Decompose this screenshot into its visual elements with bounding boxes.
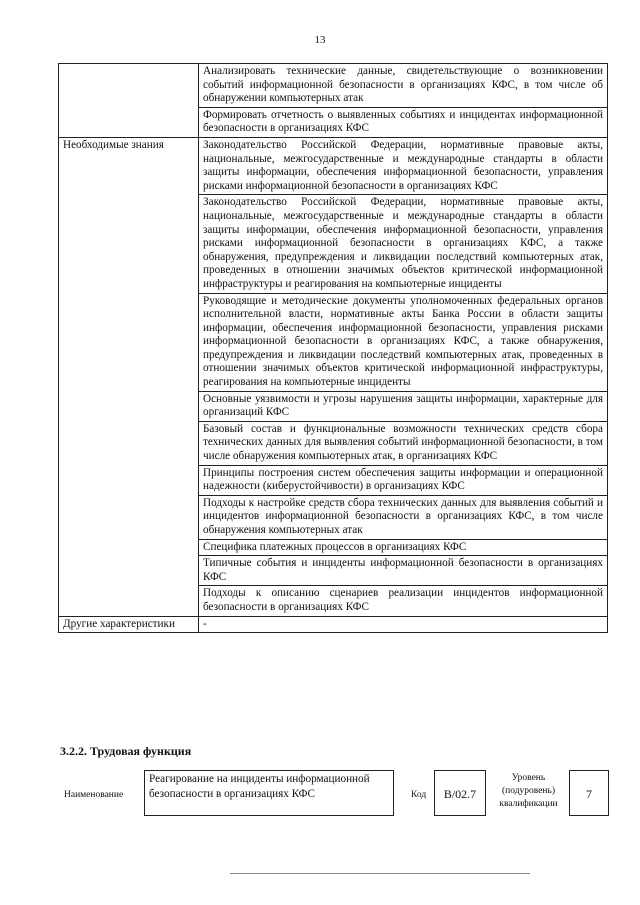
row-label-cell: Необходимые знания xyxy=(59,137,199,616)
row-text-cell: Руководящие и методические документы уполномоченных федеральных органов исполнительной власти, нормативные акты Банка России в области защиты информации, обеспечения информационной безопасности, управления рисками информационной безопасности в организациях КФС, а также обнаружения, предупреждения и ликвидации последствий компьютерных атак, проведенных в отношении значимых объектов критической информационной инфраструктуры, реагирования на компьютерные инциденты xyxy=(199,293,608,391)
row-label-cell xyxy=(59,64,199,138)
function-code-box: В/02.7 xyxy=(434,770,486,816)
row-text-cell: Принципы построения систем обеспечения защиты информации и операционной надежности (киберустойчивости) в организациях КФС xyxy=(199,465,608,495)
row-text-cell: - xyxy=(199,616,608,633)
row-text-cell: Законодательство Российской Федерации, нормативные правовые акты, национальные, межгосударственные и международные стандарты в области защиты информации, обеспечения информационной безопасности, управления рисками информационной безопасности в организациях КФС xyxy=(199,137,608,194)
qualification-level-box: 7 xyxy=(569,770,609,816)
table-row xyxy=(59,64,608,108)
page-number: 13 xyxy=(314,34,326,46)
bottom-rule xyxy=(230,873,530,874)
row-text-cell: Типичные события и инциденты информационной безопасности в организациях КФС xyxy=(199,556,608,586)
row-text-cell: Формировать отчетность о выявленных событиях и инцидентах информационной безопасности в организациях КФС xyxy=(199,107,608,137)
row-text-cell: Основные уязвимости и угрозы нарушения защиты информации, характерные для организаций КФС xyxy=(199,391,608,421)
section-heading: 3.2.2. Трудовая функция xyxy=(60,744,192,758)
requirements-table-body xyxy=(59,64,608,633)
function-name-box: Реагирование на инциденты информационной безопасности в организациях КФС xyxy=(144,770,394,816)
name-label: Наименование xyxy=(64,790,124,800)
table-row xyxy=(59,616,608,633)
labor-function-row xyxy=(64,768,609,818)
row-label-cell: Другие характеристики xyxy=(59,616,199,633)
row-text-cell: Подходы к описанию сценариев реализации инцидентов информационной безопасности в организациях КФС xyxy=(199,586,608,616)
row-text-cell: Законодательство Российской Федерации, нормативные правовые акты, национальные, межгосударственные и международные стандарты в области защиты информации, обеспечения информационной безопасности, управления рисками информационной безопасности в организациях КФС, а также обнаружения, предупреждения и ликвидации последствий компьютерных атак, проведенных в отношении значимых объектов критической информационной инфраструктуры и реагирования на компьютерные инциденты xyxy=(199,195,608,293)
code-label: Код xyxy=(411,790,427,800)
row-text-cell: Подходы к настройке средств сбора технических данных для выявления событий и инцидентов информационной безопасности в организациях КФС, в том числе обнаружения компьютерных атак xyxy=(199,495,608,539)
row-text-cell: Базовый состав и функциональные возможности технических средств сбора технических данных для выявления событий информационной безопасности, в том числе обнаружения компьютерных атак, в организациях КФС xyxy=(199,421,608,465)
requirements-table xyxy=(58,63,608,633)
row-text-cell: Специфика платежных процессов в организациях КФС xyxy=(199,539,608,556)
table-row xyxy=(59,137,608,194)
row-text-cell: Анализировать технические данные, свидетельствующие о возникновении событий информационной безопасности в организациях КФС, в том числе об обнаружении компьютерных атак xyxy=(199,64,608,108)
level-label: Уровень (подуровень) квалификации xyxy=(499,773,558,809)
